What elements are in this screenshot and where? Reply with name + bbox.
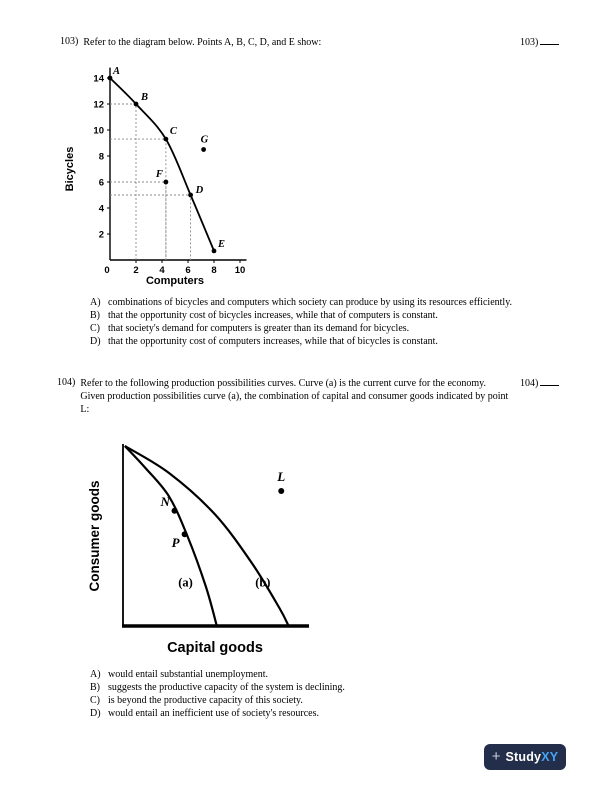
x-tick-label: 4 bbox=[159, 265, 165, 276]
curve-label-(b): (b) bbox=[255, 575, 271, 590]
brand-text bbox=[505, 750, 558, 764]
choice-104-b bbox=[90, 681, 532, 694]
guide-lines bbox=[110, 182, 166, 260]
choice-text: is beyond the productive capacity of this society. bbox=[108, 695, 303, 706]
y-tick-label: 14 bbox=[93, 73, 104, 85]
choice-label: B) bbox=[90, 310, 100, 321]
guide-lines bbox=[110, 195, 191, 260]
question-number: 103) bbox=[60, 36, 79, 47]
point-label-A: A bbox=[113, 66, 121, 77]
point-label-D: D bbox=[195, 185, 204, 196]
question-104-header bbox=[57, 377, 509, 416]
choice-103-a bbox=[90, 296, 532, 309]
choice-text: that the opportunity cost of computers increases, while that of bicycles is constant. bbox=[108, 336, 438, 347]
data-point-E bbox=[212, 249, 217, 254]
answer-slot-104 bbox=[520, 377, 559, 389]
x-axis-label: Capital goods bbox=[167, 640, 263, 656]
y-tick-label: 2 bbox=[98, 229, 104, 241]
data-point-F bbox=[164, 180, 169, 185]
plus-icon: + bbox=[491, 747, 501, 765]
choice-text: would entail an inefficient use of society's resources. bbox=[108, 708, 319, 719]
choice-104-c bbox=[90, 694, 532, 707]
question-prompt: Refer to the following production possibilities curves. Curve (a) is the current curve for the economy. Given production possibilities curve (a), the combination of capital and consumer goods indicated by point L: bbox=[80, 378, 509, 415]
y-tick-label: 6 bbox=[98, 177, 104, 189]
point-label-G: G bbox=[200, 134, 209, 146]
point-label-P: P bbox=[171, 535, 180, 551]
guide-lines bbox=[110, 139, 166, 260]
question-103-header bbox=[60, 36, 505, 49]
y-axis-label: Consumer goods bbox=[87, 480, 102, 592]
data-point-P bbox=[182, 531, 188, 537]
choice-label: C) bbox=[90, 695, 100, 706]
data-point-C bbox=[164, 137, 169, 142]
y-tick-label: 4 bbox=[98, 203, 104, 215]
y-tick-label: 8 bbox=[98, 151, 104, 163]
choice-text: combinations of bicycles and computers which society can produce by using its resources efficiently. bbox=[108, 297, 513, 308]
choice-text: would entail substantial unemployment. bbox=[108, 669, 268, 680]
x-axis-label: Computers bbox=[145, 275, 205, 287]
y-tick-label: 10 bbox=[93, 125, 104, 137]
ppc-diagram-bicycles-computers bbox=[62, 55, 262, 293]
data-point-L bbox=[278, 488, 284, 494]
x-tick-label: 6 bbox=[185, 265, 191, 276]
choice-label: A) bbox=[90, 297, 101, 308]
data-point-B bbox=[134, 102, 139, 107]
choice-104-d bbox=[90, 707, 532, 720]
point-label-F: F bbox=[155, 169, 163, 180]
y-axis-label: Bicycles bbox=[64, 146, 76, 192]
question-number: 104) bbox=[57, 377, 76, 388]
choice-label: D) bbox=[90, 708, 101, 719]
answer-slot-103 bbox=[520, 36, 559, 48]
data-point-G bbox=[201, 147, 206, 152]
data-point-A bbox=[108, 76, 113, 81]
choice-text: suggests the productive capacity of the system is declining. bbox=[108, 682, 345, 693]
choice-103-c bbox=[90, 322, 532, 335]
choices-104 bbox=[90, 668, 532, 720]
brand-suffix: XY bbox=[541, 750, 559, 764]
point-label-L: L bbox=[277, 469, 286, 484]
y-tick-label: 12 bbox=[93, 99, 104, 111]
choice-label: A) bbox=[90, 669, 101, 680]
choice-103-d bbox=[90, 335, 532, 348]
x-tick-label: 0 bbox=[104, 265, 110, 276]
data-point-N bbox=[172, 508, 178, 514]
point-label-N: N bbox=[160, 493, 170, 509]
x-tick-label: 8 bbox=[211, 265, 217, 276]
studyxy-badge bbox=[484, 744, 566, 770]
point-label-E: E bbox=[218, 238, 226, 250]
ppc-diagram-capital-consumer-goods bbox=[85, 438, 320, 660]
choice-label: B) bbox=[90, 682, 100, 693]
choice-104-a bbox=[90, 668, 532, 681]
answer-number: 104) bbox=[520, 378, 539, 389]
ppc-curve bbox=[110, 78, 214, 251]
choice-label: D) bbox=[90, 336, 101, 347]
answer-number: 103) bbox=[520, 37, 539, 48]
choice-103-b bbox=[90, 309, 532, 322]
choice-label: C) bbox=[90, 323, 100, 334]
question-prompt: Refer to the diagram below. Points A, B, C, D, and E show: bbox=[83, 37, 322, 48]
x-tick-label: 10 bbox=[234, 265, 246, 276]
curve-label-(a): (a) bbox=[178, 575, 193, 590]
x-tick-label: 2 bbox=[133, 265, 139, 276]
choices-103 bbox=[90, 296, 532, 348]
answer-blank bbox=[540, 377, 559, 386]
answer-blank bbox=[540, 36, 559, 45]
data-point-D bbox=[188, 193, 193, 198]
point-label-B: B bbox=[141, 92, 149, 103]
choice-text: that the opportunity cost of bicycles increases, while that of computers is constant. bbox=[108, 310, 438, 321]
point-label-C: C bbox=[169, 126, 177, 138]
choice-text: that society's demand for computers is greater than its demand for bicycles. bbox=[108, 323, 410, 334]
brand-prefix: Study bbox=[505, 750, 542, 764]
